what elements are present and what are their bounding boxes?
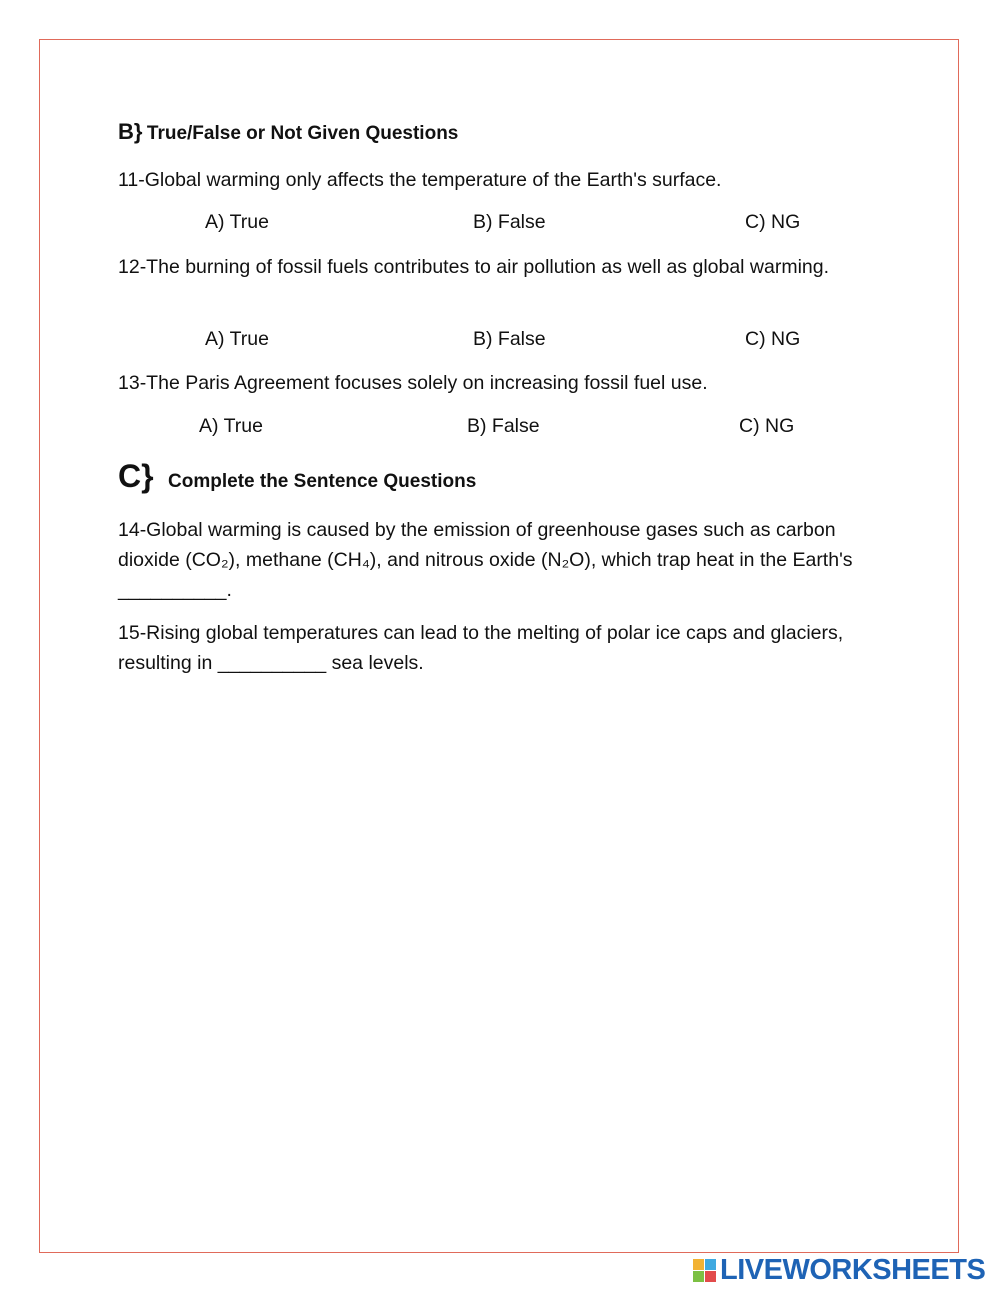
liveworksheets-logo [693, 1254, 985, 1286]
logo-blocks-icon [693, 1259, 716, 1282]
question-14: 14-Global warming is caused by the emission of greenhouse gases such as carbon dioxide (CO₂), methane (CH₄), and nitrous oxide (N₂O), which trap heat in the Earth's __________. [118, 519, 853, 601]
logo-block [705, 1259, 716, 1270]
question-15: 15-Rising global temperatures can lead to the melting of polar ice caps and glaciers, resulting in __________ sea levels. [118, 622, 844, 674]
q11-option-c[interactable]: C) NG [745, 211, 801, 233]
section-b-title: True/False or Not Given Questions [146, 123, 459, 144]
q11-option-a[interactable]: A) True [205, 211, 269, 233]
q12-option-c[interactable]: C) NG [745, 328, 801, 350]
section-b-letter: B} [118, 119, 143, 144]
section-c-letter: C} [118, 458, 154, 494]
q12-option-a[interactable]: A) True [205, 328, 269, 350]
logo-block [705, 1271, 716, 1282]
logo-block [693, 1271, 704, 1282]
q12-option-b[interactable]: B) False [473, 328, 546, 350]
q13-option-a[interactable]: A) True [199, 415, 263, 437]
q11-option-b[interactable]: B) False [473, 211, 546, 233]
section-b-heading [118, 119, 458, 145]
question-12: 12-The burning of fossil fuels contributes to air pollution as well as global warming. [118, 256, 830, 278]
section-c-heading [118, 458, 476, 495]
section-c-title: Complete the Sentence Questions [168, 471, 477, 492]
q13-option-b[interactable]: B) False [467, 415, 540, 437]
logo-text: LIVEWORKSHEETS [720, 1253, 986, 1286]
question-13: 13-The Paris Agreement focuses solely on increasing fossil fuel use. [118, 372, 708, 394]
q13-option-c[interactable]: C) NG [739, 415, 795, 437]
logo-block [693, 1259, 704, 1270]
question-11: 11-Global warming only affects the temperature of the Earth's surface. [118, 169, 722, 191]
